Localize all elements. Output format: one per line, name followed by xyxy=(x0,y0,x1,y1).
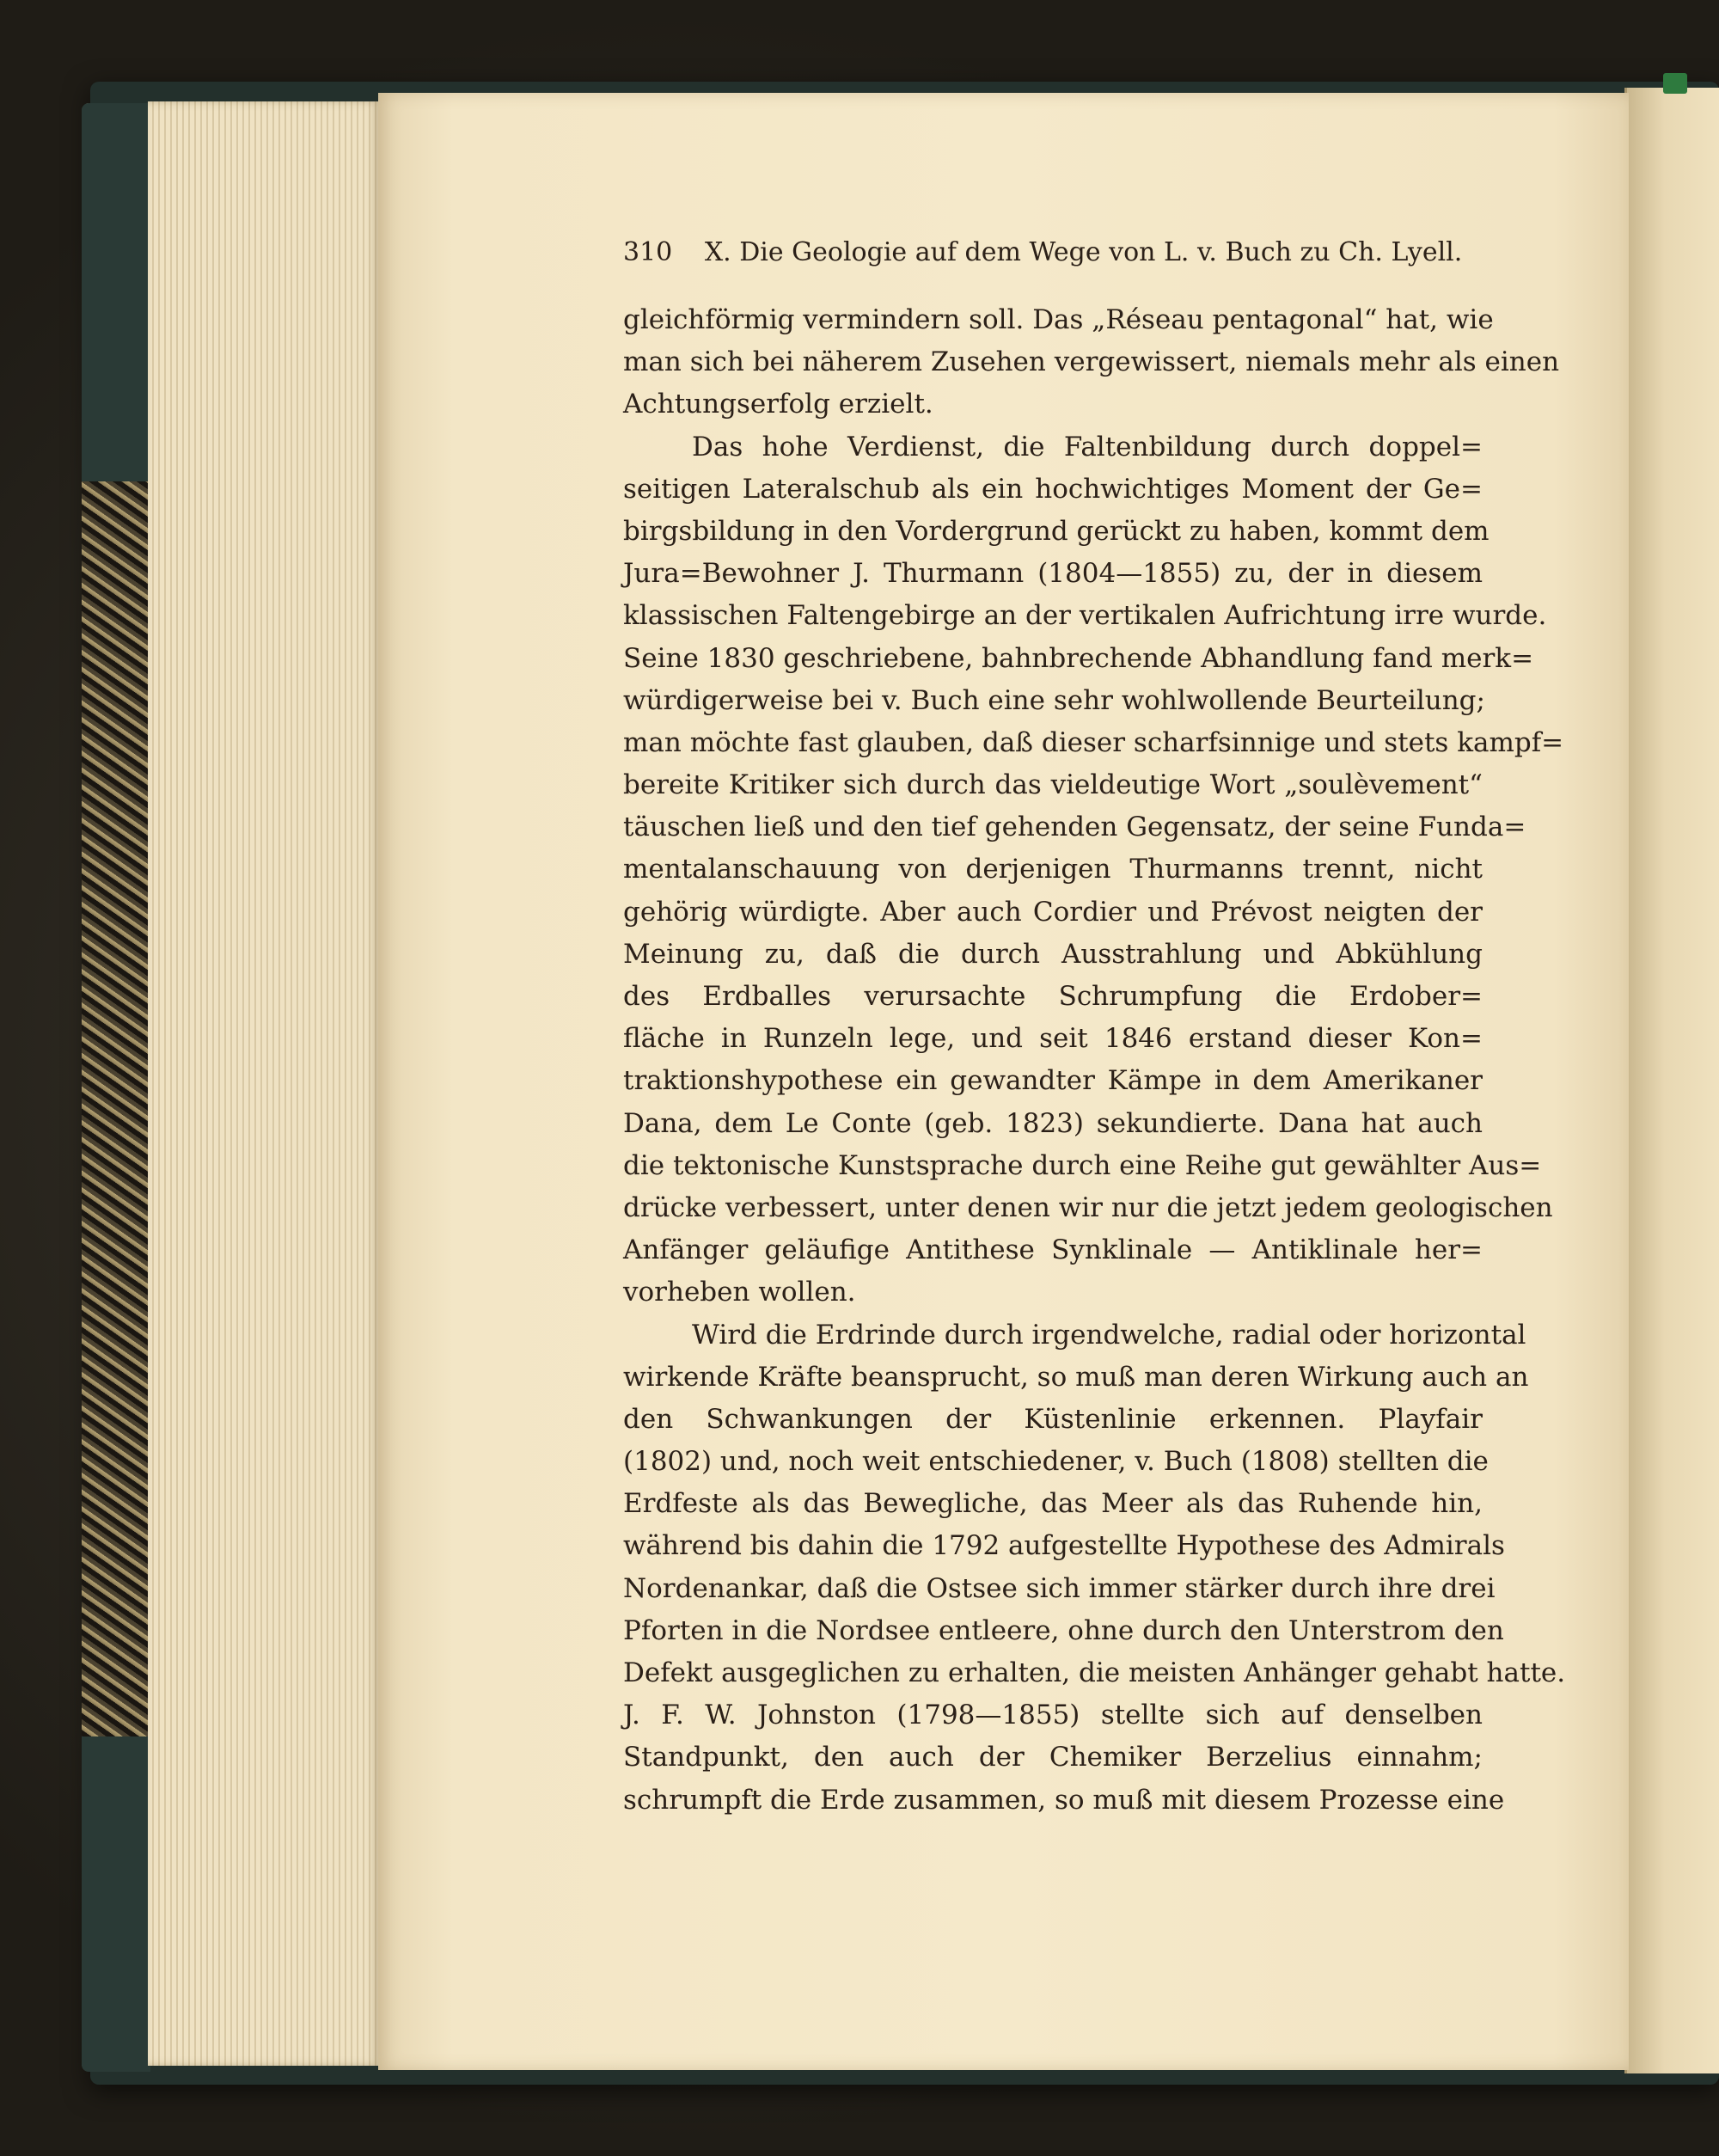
page-edges xyxy=(148,101,380,2066)
text-line: schrumpft die Erde zusammen, so muß mit diesem Prozesse eine xyxy=(623,1784,1505,1816)
text-line: des Erdballes verursachte Schrumpfung die Erdober= xyxy=(623,981,1483,1012)
spine-top-cloth xyxy=(82,103,150,481)
text-line: seitigen Lateralschub als ein hochwichtiges Moment der Ge= xyxy=(623,473,1483,505)
text-line: die tektonische Kunstsprache durch eine Reihe gut gewählter Aus= xyxy=(623,1149,1542,1181)
book-page xyxy=(378,93,1629,2070)
text-line: täuschen ließ und den tief gehenden Gegensatz, der seine Funda= xyxy=(623,812,1526,843)
text-line: fläche in Runzeln lege, und seit 1846 erstand dieser Kon= xyxy=(623,1023,1483,1055)
text-line: wirkende Kräfte beansprucht, so muß man deren Wirkung auch an xyxy=(623,1361,1529,1393)
text-line: Standpunkt, den auch der Chemiker Berzelius einnahm; xyxy=(623,1742,1483,1773)
running-header xyxy=(623,237,1483,267)
text-line: Jura=Bewohner J. Thurmann (1804—1855) zu, der in diesem xyxy=(623,558,1483,590)
text-line: Pforten in die Nordsee entleere, ohne durch den Unterstrom den xyxy=(623,1614,1504,1646)
running-title: X. Die Geologie auf dem Wege von L. v. Buch zu Ch. Lyell. xyxy=(704,237,1463,267)
text-line: würdigerweise bei v. Buch eine sehr wohlwollende Beurteilung; xyxy=(623,684,1485,716)
page-number: 310 xyxy=(623,237,673,267)
text-line: vorheben wollen. xyxy=(623,1277,856,1308)
text-line: Defekt ausgeglichen zu erhalten, die meisten Anhänger gehabt hatte. xyxy=(623,1657,1566,1688)
text-line: während bis dahin die 1792 aufgestellte Hypothese des Admirals xyxy=(623,1530,1505,1562)
text-line: birgsbildung in den Vordergrund gerückt zu haben, kommt dem xyxy=(623,515,1490,547)
text-line: Wird die Erdrinde durch irgendwelche, radial oder horizontal xyxy=(692,1319,1526,1351)
text-line: man sich bei näherem Zusehen vergewissert, niemals mehr als einen xyxy=(623,346,1560,378)
text-line: mentalanschauung von derjenigen Thurmanns trennt, nicht xyxy=(623,854,1483,885)
text-line: Dana, dem Le Conte (geb. 1823) sekundierte. Dana hat auch xyxy=(623,1107,1483,1139)
text-line: (1802) und, noch weit entschiedener, v. Buch (1808) stellten die xyxy=(623,1446,1489,1478)
text-line: Erdfeste als das Bewegliche, das Meer als das Ruhende hin, xyxy=(623,1488,1483,1520)
text-line: bereite Kritiker sich durch das vieldeutige Wort „soulèvement“ xyxy=(623,769,1483,801)
text-line: gleichförmig vermindern soll. Das „Réseau pentagonal“ hat, wie xyxy=(623,304,1494,335)
bookmark-ribbon xyxy=(1663,73,1687,94)
text-line: gehörig würdigte. Aber auch Cordier und Prévost neigten der xyxy=(623,896,1483,928)
text-line: Nordenankar, daß die Ostsee sich immer stärker durch ihre drei xyxy=(623,1572,1496,1604)
text-line: den Schwankungen der Küstenlinie erkennen. Playfair xyxy=(623,1403,1483,1435)
page-body xyxy=(623,299,1566,1822)
text-line: klassischen Faltengebirge an der vertikalen Aufrichtung irre wurde. xyxy=(623,600,1547,632)
text-line: Anfänger geläufige Antithese Synklinale — Antiklinale her= xyxy=(623,1234,1483,1266)
text-line: traktionshypothese ein gewandter Kämpe in dem Amerikaner xyxy=(623,1065,1483,1097)
text-line: Das hohe Verdienst, die Faltenbildung durch doppel= xyxy=(692,431,1483,462)
text-line: J. F. W. Johnston (1798—1855) stellte sich auf denselben xyxy=(623,1700,1483,1731)
facing-page-edge xyxy=(1624,88,1719,2073)
text-line: drücke verbessert, unter denen wir nur die jetzt jedem geologischen xyxy=(623,1191,1553,1223)
text-line: Achtungserfolg erzielt. xyxy=(623,389,933,420)
spine-bottom-cloth xyxy=(82,1736,150,2072)
text-line: Meinung zu, daß die durch Ausstrahlung und Abkühlung xyxy=(623,938,1483,970)
text-line: Seine 1830 geschriebene, bahnbrechende Abhandlung fand merk= xyxy=(623,642,1534,674)
text-line: man möchte fast glauben, daß dieser scharfsinnige und stets kampf= xyxy=(623,726,1564,758)
